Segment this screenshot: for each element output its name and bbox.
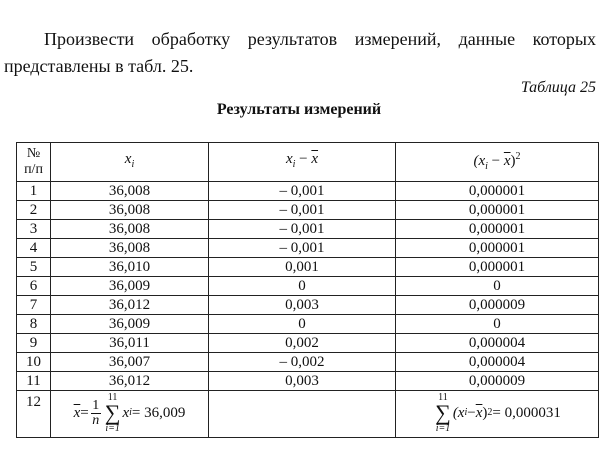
cell-squared-deviation: 0,000001 xyxy=(396,182,599,201)
header-x: $x_i$ xyxy=(51,143,209,182)
table-row xyxy=(17,277,599,296)
cell-number: 3 xyxy=(17,220,51,239)
cell-x: 36,011 xyxy=(51,334,209,353)
cell-squared-deviation: 0,000009 xyxy=(396,296,599,315)
cell-x: 36,010 xyxy=(51,258,209,277)
cell-deviation: 0,003 xyxy=(209,372,396,391)
cell-deviation: 0,003 xyxy=(209,296,396,315)
cell-x: 36,012 xyxy=(51,296,209,315)
cell-number: 5 xyxy=(17,258,51,277)
header-squared-deviation: $(x_i - \overline{x})^2$ xyxy=(396,143,599,182)
table-row xyxy=(17,315,599,334)
cell-deviation: 0,001 xyxy=(209,258,396,277)
cell-squared-deviation: 0,000001 xyxy=(396,258,599,277)
cell-squared-deviation: 0 xyxy=(396,315,599,334)
table-row xyxy=(17,239,599,258)
intro-paragraph: Произвести обработку результатов измерений, данные которых представлены в табл. 25. xyxy=(4,29,596,76)
header-number: № п/п xyxy=(17,143,51,182)
measurements-table xyxy=(16,142,599,438)
cell-deviation: 0 xyxy=(209,315,396,334)
cell-number: 9 xyxy=(17,334,51,353)
cell-squared-deviation: 0,000004 xyxy=(396,334,599,353)
cell-number: 6 xyxy=(17,277,51,296)
cell-deviation: 0 xyxy=(209,277,396,296)
cell-deviation: 0,002 xyxy=(209,334,396,353)
mean-formula-cell: $\overline{x}$ = $\frac{1}{n}$ 11 ∑ i=1 x i = 36,009 xyxy=(51,391,209,438)
cell-number: 1 xyxy=(17,182,51,201)
cell-x: 36,007 xyxy=(51,353,209,372)
table-row xyxy=(17,258,599,277)
cell-deviation: – 0,001 xyxy=(209,182,396,201)
cell-deviation: – 0,001 xyxy=(209,239,396,258)
cell-number: 8 xyxy=(17,315,51,334)
cell-x: 36,008 xyxy=(51,201,209,220)
cell-squared-deviation: 0,000009 xyxy=(396,372,599,391)
table-title: Результаты измерений xyxy=(216,101,382,118)
cell-squared-deviation: 0,000004 xyxy=(396,353,599,372)
table-row xyxy=(17,220,599,239)
cell-number: 2 xyxy=(17,201,51,220)
cell-x: 36,012 xyxy=(51,372,209,391)
cell-deviation: – 0,002 xyxy=(209,353,396,372)
cell-x: 36,009 xyxy=(51,315,209,334)
cell-x: 36,009 xyxy=(51,277,209,296)
cell-number: 4 xyxy=(17,239,51,258)
table-summary-row xyxy=(17,391,599,438)
table-row xyxy=(17,201,599,220)
cell-deviation: – 0,001 xyxy=(209,220,396,239)
table-row xyxy=(17,296,599,315)
table-label: Таблица 25 xyxy=(520,79,596,96)
cell-squared-deviation: 0,000001 xyxy=(396,220,599,239)
cell-squared-deviation: 0,000001 xyxy=(396,239,599,258)
cell-number: 7 xyxy=(17,296,51,315)
cell-squared-deviation: 0 xyxy=(396,277,599,296)
header-deviation: $x_i - \overline{x}$ xyxy=(209,143,396,182)
cell-deviation: – 0,001 xyxy=(209,201,396,220)
empty-cell xyxy=(209,391,396,438)
cell-number: 11 xyxy=(17,372,51,391)
cell-squared-deviation: 0,000001 xyxy=(396,201,599,220)
table-row xyxy=(17,182,599,201)
table-header-row xyxy=(17,143,599,182)
cell-x: 36,008 xyxy=(51,239,209,258)
cell-x: 36,008 xyxy=(51,220,209,239)
sum-squares-formula-cell: 11 ∑ i=1 (x i − $\overline{x}$ ) 2 = 0,000031 xyxy=(396,391,599,438)
table-row xyxy=(17,372,599,391)
cell-number: 10 xyxy=(17,353,51,372)
table-row xyxy=(17,334,599,353)
cell-number: 12 xyxy=(17,391,51,438)
table-row xyxy=(17,353,599,372)
cell-x: 36,008 xyxy=(51,182,209,201)
